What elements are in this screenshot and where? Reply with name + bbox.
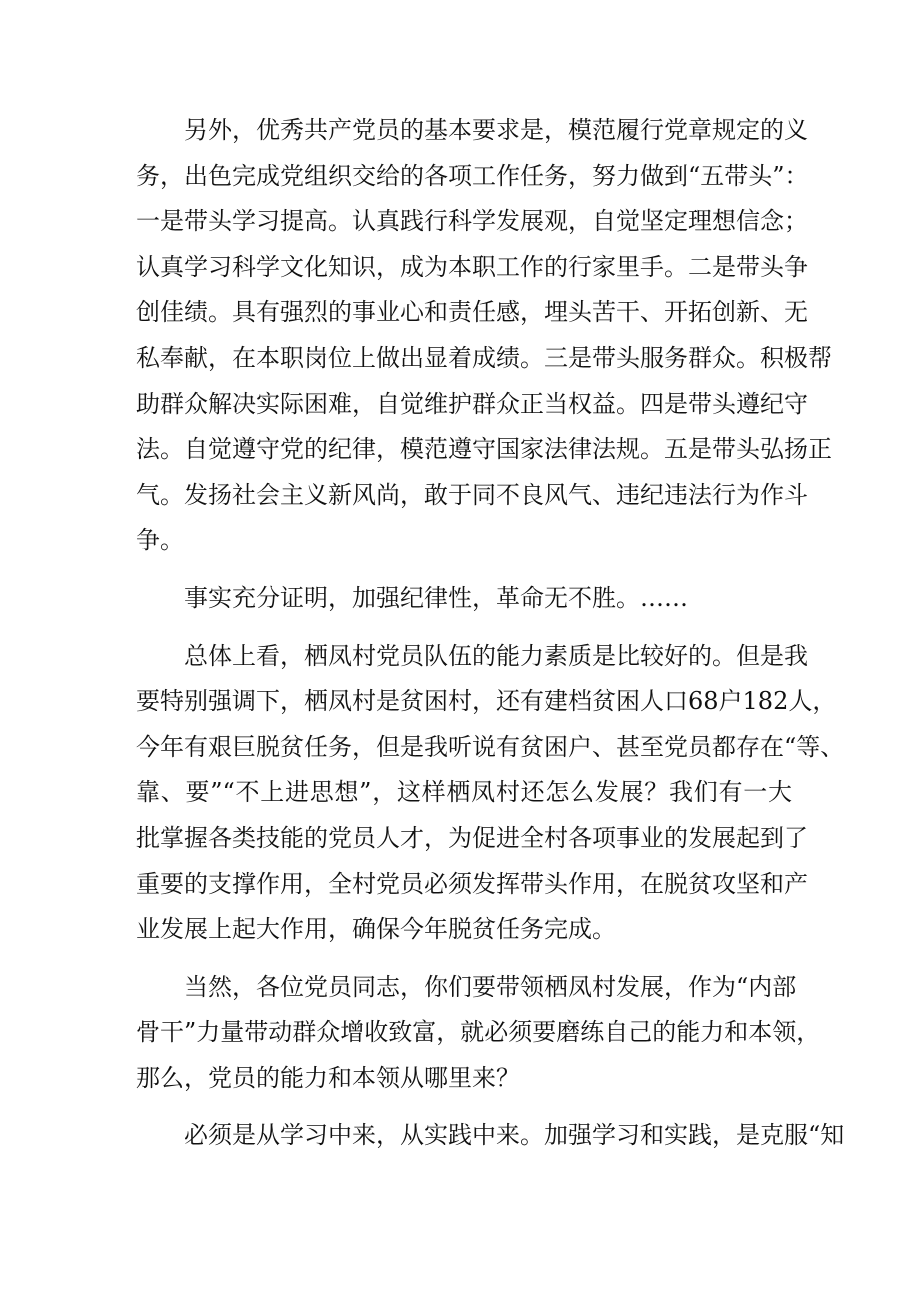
- text-line: 业发展上起大作用，确保今年脱贫任务完成。: [136, 915, 616, 944]
- paragraph-p2: [136, 576, 792, 622]
- text-line: 助群众解决实际困难，自觉维护群众正当权益。四是带头遵纪守: [136, 389, 808, 418]
- text-line: 事实充分证明，加强纪律性，革命无不胜。……: [184, 583, 688, 612]
- paragraph-p5: [136, 1113, 845, 1159]
- text-line: 认真学习科学文化知识，成为本职工作的行家里手。二是带头争: [136, 252, 808, 281]
- text-line: 务，出色完成党组织交给的各项工作任务，努力做到“五带头”：: [136, 161, 809, 190]
- text-line: 批掌握各类技能的党员人才，为促进全村各项事业的发展起到了: [136, 823, 808, 852]
- paragraph-gap: [136, 1101, 792, 1113]
- text-line: 那么，党员的能力和本领从哪里来？: [136, 1063, 520, 1092]
- paragraph-p1: [136, 108, 832, 564]
- text-line: 一是带头学习提高。认真践行科学发展观，自觉坚定理想信念；: [136, 207, 808, 236]
- text-line: 重要的支撑作用，全村党员必须发挥带头作用，在脱贫攻坚和产: [136, 869, 808, 898]
- text-line: 总体上看，栖凤村党员队伍的能力素质是比较好的。但是我: [184, 641, 808, 670]
- paragraph-gap: [136, 564, 792, 576]
- text-line: 气。发扬社会主义新风尚，敢于同不良风气、违纪违法行为作斗: [136, 480, 808, 509]
- text-line: 创佳绩。具有强烈的事业心和责任感，埋头苦干、开拓创新、无: [136, 298, 808, 327]
- text-line: 骨干”力量带动群众增收致富，就必须要磨练自己的能力和本领，: [136, 1018, 821, 1047]
- paragraph-gap: [136, 622, 792, 634]
- text-line: 私奉献，在本职岗位上做出显着成绩。三是带头服务群众。积极帮: [136, 343, 832, 372]
- text-line: 必须是从学习中来，从实践中来。加强学习和实践，是克服“知: [184, 1121, 845, 1150]
- paragraph-p4: [136, 965, 821, 1102]
- document-body: [136, 108, 845, 1159]
- text-line: 要特别强调下，栖凤村是贫困村，还有建档贫困人口68户182人，: [136, 687, 837, 716]
- text-line: 另外，优秀共产党员的基本要求是，模范履行党章规定的义: [184, 116, 808, 144]
- paragraph-p3: [136, 634, 845, 953]
- text-line: 靠、要”“不上进思想”，这样栖凤村还怎么发展？我们有一大: [136, 778, 792, 807]
- text-line: 法。自觉遵守党的纪律，模范遵守国家法律法规。五是带头弘扬正: [136, 435, 832, 464]
- text-line: 今年有艰巨脱贫任务，但是我听说有贫困户、甚至党员都存在“等、: [136, 732, 845, 761]
- text-line: 当然，各位党员同志，你们要带领栖凤村发展，作为“内部: [184, 972, 797, 1001]
- paragraph-gap: [136, 953, 792, 965]
- text-line: 争。: [136, 526, 184, 555]
